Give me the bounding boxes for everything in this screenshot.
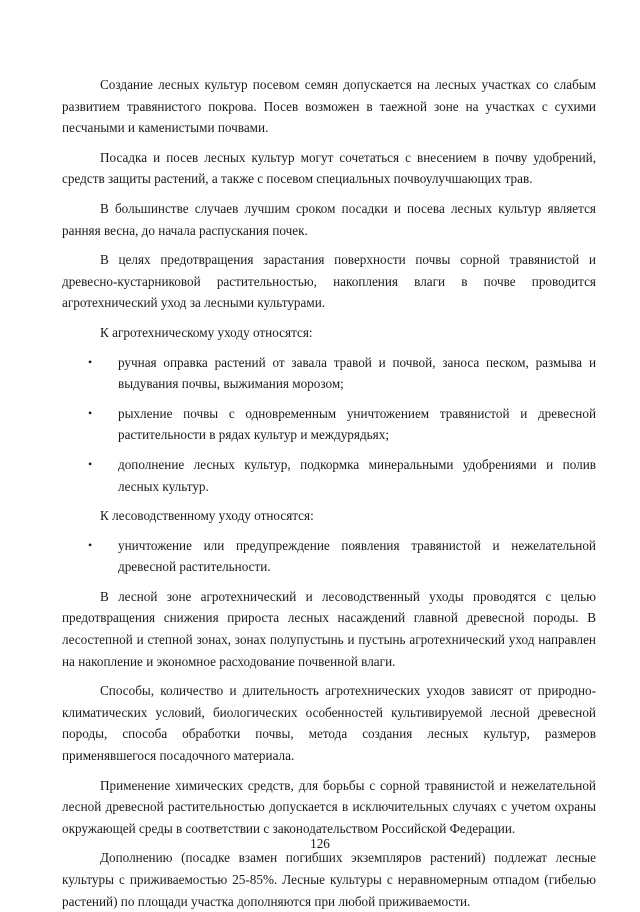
bullet-icon: •: [88, 405, 93, 420]
list-item-text: рыхление почвы с одновременным уничтожением травянистой и древесной растительности в рядах культур и междурядьях;: [118, 405, 596, 443]
bullet-icon: •: [88, 537, 93, 552]
list-item-text: уничтожение или предупреждение появления травянистой и нежелательной древесной растительности.: [118, 537, 596, 575]
list-item-text: дополнение лесных культур, подкормка минеральными удобрениями и полив лесных культур.: [118, 456, 596, 494]
agro-care-list: [62, 352, 596, 498]
list-item: [88, 352, 596, 395]
paragraph-sowing: Создание лесных культур посевом семян допускается на лесных участках со слабым развитием травянистого покрова. Посев возможен в таежной зоне на участках с сухими песчаными и каменистыми почвами.: [62, 77, 596, 136]
list-item: [88, 535, 596, 578]
bullet-icon: •: [88, 354, 93, 369]
paragraph-care-methods: Способы, количество и длительность агротехнических уходов зависят от природно-климатических условий, биологических особенностей культивируемой лесной древесной породы, способа обработки почвы, метода создания лесных культур, размеров применявшегося посадочного материала.: [62, 683, 596, 764]
paragraph-agro-care-purpose: В целях предотвращения зарастания поверхности почвы сорной травянистой и древесно-кустарниковой растительностью, накопления влаги в почве проводится агротехнический уход за лесными культурами.: [62, 252, 596, 311]
list-item-text: ручная оправка растений от завала травой и почвой, заноса песком, размыва и выдувания почвы, выжимания морозом;: [118, 354, 596, 392]
silvi-care-heading: К лесоводственному уходу относятся:: [100, 508, 314, 524]
silvi-care-list: [62, 535, 596, 578]
paragraph-chemicals: Применение химических средств, для борьбы с сорной травянистой и нежелательной лесной древесной растительностью допускается в исключительных случаях с учетом охраны окружающей среды в соответствии с законодательством Российской Федерации.: [62, 777, 596, 836]
bullet-icon: •: [88, 456, 93, 471]
page-number: 126: [310, 836, 330, 851]
list-item: [88, 403, 596, 446]
list-item: [88, 454, 596, 497]
agro-care-heading: К агротехническому уходу относятся:: [100, 324, 313, 340]
paragraph-planting-season: В большинстве случаев лучшим сроком посадки и посева лесных культур является ранняя весна, до начала распускания почек.: [62, 200, 596, 238]
paragraph-replanting: Дополнению (посадке взамен погибших экземпляров растений) подлежат лесные культуры с приживаемостью 25-85%. Лесные культуры с неравномерным отпадом (гибелью растений) по площади участка дополняются при любой приживаемости.: [62, 850, 596, 909]
paragraph-care-goals: В лесной зоне агротехнический и лесоводственный уходы проводятся с целью предотвращения снижения прироста лесных насаждений главной древесной породы. В лесостепной и степной зонах, зонах полупустынь и пустынь агротехнический уход направлен на накопление и экономное расходование почвенной влаги.: [62, 588, 596, 669]
paragraph-fertilizers: Посадка и посев лесных культур могут сочетаться с внесением в почву удобрений, средств защиты растений, а также с посевом специальных почвоулучшающих трав.: [62, 149, 596, 187]
